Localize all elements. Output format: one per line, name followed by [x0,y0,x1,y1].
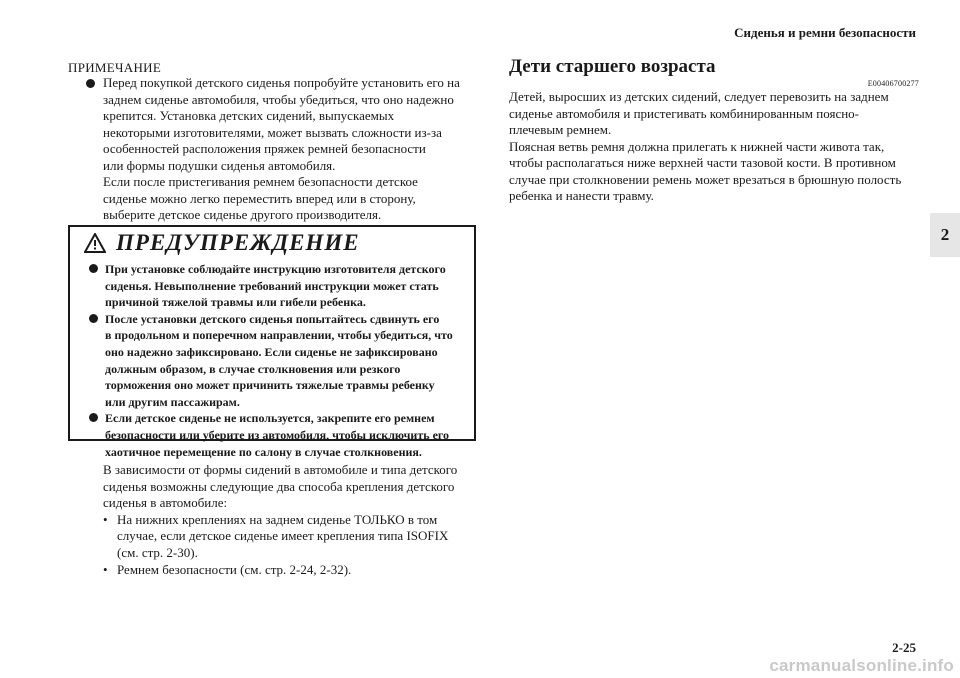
note-line: Перед покупкой детского сиденья попробуйте установить его на [103,75,460,90]
mounting-list-item [103,512,483,562]
warning-line: безопасности или уберите из автомобиля, чтобы исключить его [105,427,450,442]
note-follow [68,174,478,224]
bullet-dot-icon [89,264,98,273]
bullet-dot-icon [89,314,98,323]
section-line: чтобы располагаться ниже верхней части тазовой кости. В противном [509,155,896,170]
note-bullet [68,75,478,174]
warning-body [70,259,474,460]
warning-header [70,227,474,259]
warning-line: При установке соблюдайте инструкцию изготовителя детского [105,262,446,276]
page-number: 2-25 [892,640,916,655]
mounting-line: сиденья в автомобиле: [103,495,228,511]
warning-line: сиденья. Невыполнение требований инструкции может стать [105,278,439,293]
section-line: сиденье автомобиля и пристегивать комбинированным поясно- [509,105,859,121]
warning-line: хаотичное перемещение по салону в случае столкновения. [105,444,422,459]
section-line: Поясная ветвь ремня должна прилегать к нижней части живота так, [509,138,885,154]
note-line: заднем сиденье автомобиля, чтобы убедиться, что оно надежно [103,91,454,107]
warning-line: Если детское сиденье не используется, закрепите его ремнем [105,411,435,426]
note-label: ПРИМЕЧАНИЕ [68,60,162,75]
warning-line: торможения оно может причинить тяжелые травмы ребенку [105,378,435,393]
warning-line: оно надежно зафиксировано. Если сиденье не зафиксировано [105,344,438,359]
bullet-dot-icon [86,79,95,88]
note-block [68,60,478,224]
warning-line: причиной тяжелой травмы или гибели ребенка. [105,295,366,310]
section-line: плечевым ремнем. [509,122,612,137]
warning-line: должным образом, в случае столкновения или резкого [105,361,401,376]
watermark: carmanualsonline.info [769,656,954,675]
chapter-number: 2 [940,225,950,244]
mounting-line: На нижних креплениях на заднем сиденье ТОЛЬКО в том [117,511,438,527]
note-line: выберите детское сиденье другого производителя. [103,207,382,222]
section-title: Дети старшего возраста [509,56,716,77]
chapter-tab[interactable] [930,213,960,257]
mounting-line: случае, если детское сиденье имеет крепления типа ISOFIX [117,528,449,544]
mounting-line: (см. стр. 2-30). [117,544,198,560]
list-bullet: • [103,561,108,577]
mounting-list-item [103,562,483,579]
section-code: E00406700277 [867,79,919,88]
mounting-line: сиденья возможны следующие два способа крепления детского [103,478,455,494]
list-bullet: • [103,511,108,527]
bullet-dot-icon [89,413,98,422]
section-line: Детей, выросших из детских сидений, следует перевозить на заднем [509,89,889,104]
warning-box [68,225,476,459]
warning-line: в продольном и поперечном направлении, чтобы убедиться, что [105,328,453,343]
warning-item [70,410,464,460]
section-line: ребенка и нанести травму. [509,188,654,203]
mounting-line: Ремнем безопасности (см. стр. 2-24, 2-32). [117,561,352,577]
warning-item [70,311,464,411]
note-line: сиденье можно легко переместить вперед или в сторону, [103,190,416,206]
section-line: случае при столкновении ремень может врезаться в брюшную полость [509,171,902,187]
note-line: некоторыми изготовителями, может вызвать сложности из-за [103,124,442,140]
running-head: Сиденья и ремни безопасности [734,25,916,40]
warning-line: или другим пассажирам. [105,394,240,409]
warning-triangle-icon [84,233,106,253]
note-line: Если после пристегивания ремнем безопасности детское [103,174,418,189]
warning-line: После установки детского сиденья попытайтесь сдвинуть его [105,311,440,326]
section-body [509,89,919,205]
mounting-block [103,462,483,578]
older-children-section [509,56,919,205]
warning-item [70,261,464,311]
note-line: особенностей расположения пряжек ремней безопасности [103,141,426,156]
warning-title: ПРЕДУПРЕЖДЕНИЕ [116,230,360,255]
note-line: крепится. Установка детских сидений, выпускаемых [103,108,395,123]
note-line: или формы подушки сиденья автомобиля. [103,157,336,173]
mounting-line: В зависимости от формы сидений в автомобиле и типа детского [103,462,458,477]
